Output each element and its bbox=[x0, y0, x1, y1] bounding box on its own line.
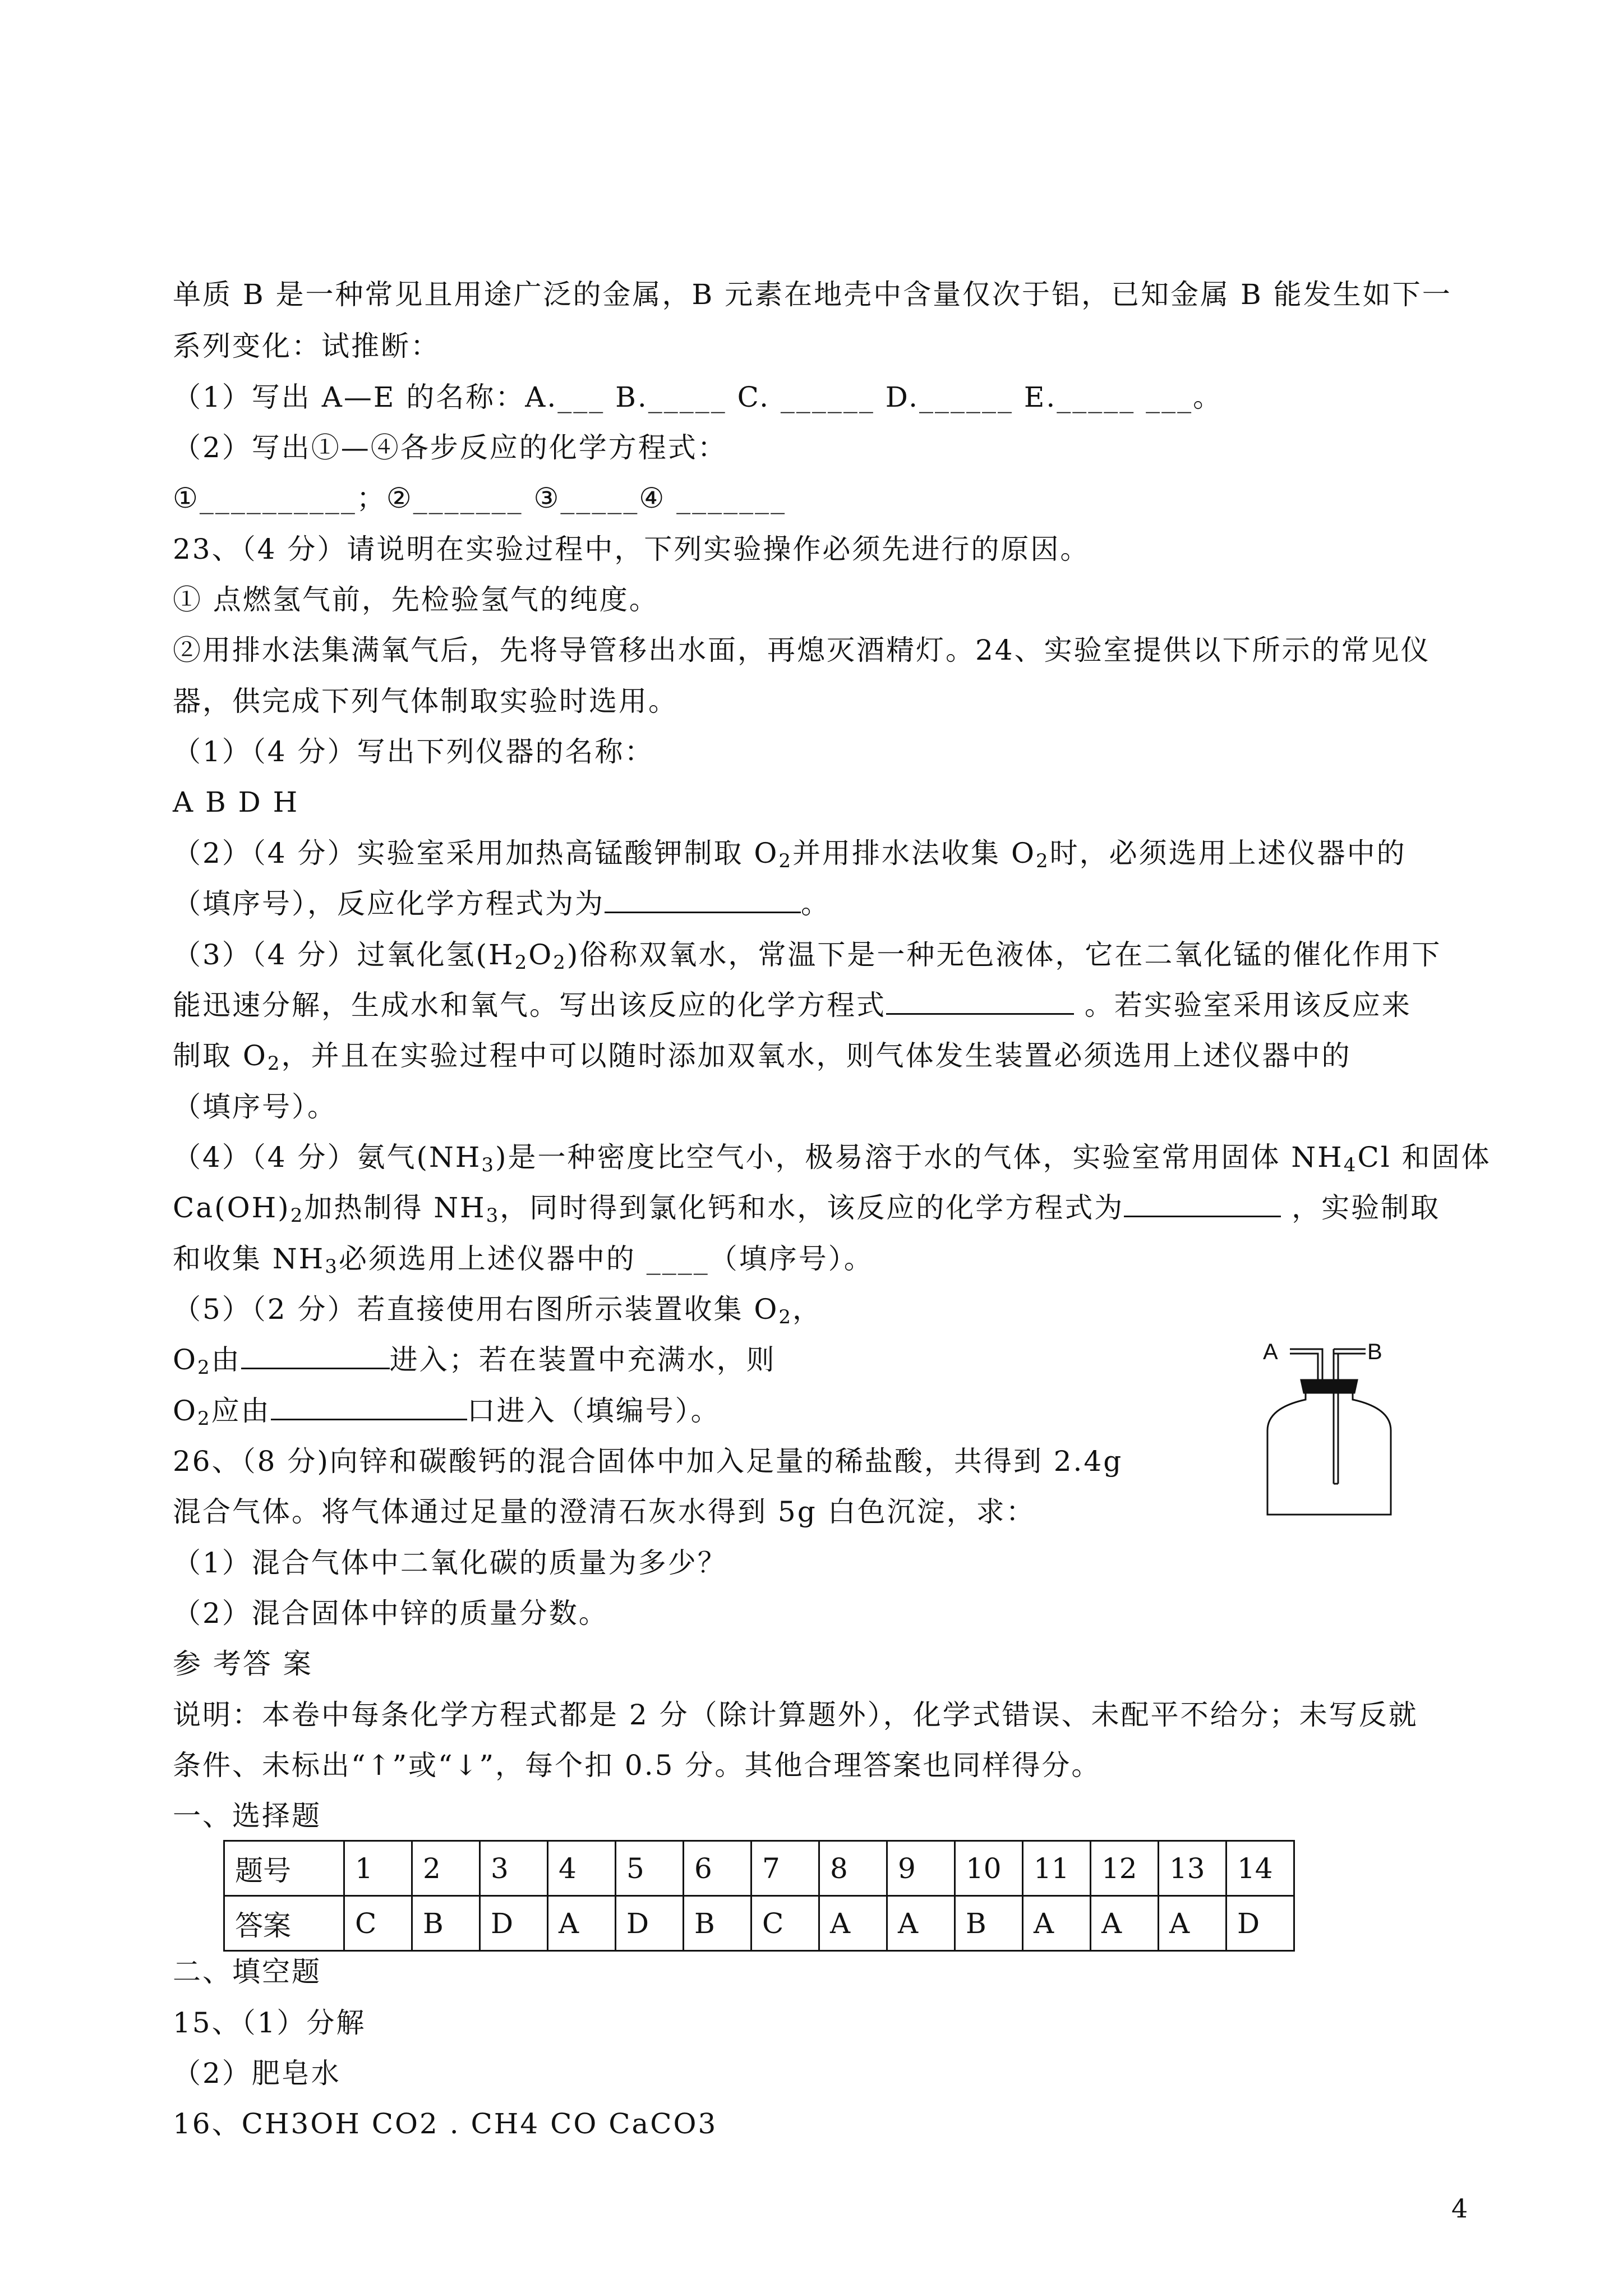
text-line: （5）（2 分）若直接使用右图所示装置收集 $O_2$， bbox=[173, 1293, 823, 1328]
text-line: 器，供完成下列气体制取实验时选用。 bbox=[173, 685, 678, 717]
instrument-labels: A B D H bbox=[173, 786, 299, 818]
answer-key-heading: 参 考答 案 bbox=[173, 1648, 313, 1680]
table-cell: D bbox=[480, 1896, 548, 1951]
table-row bbox=[224, 1896, 1294, 1951]
table-cell: A bbox=[1159, 1896, 1227, 1951]
answer-table bbox=[223, 1840, 1295, 1952]
text-line: 单质 B 是一种常见且用途广泛的金属，B 元素在地壳中含量仅次于铝，已知金属 B 能发生如下一 bbox=[173, 278, 1452, 311]
table-cell: 13 bbox=[1159, 1841, 1227, 1896]
section-heading: 一、选择题 bbox=[173, 1800, 321, 1832]
table-cell: 7 bbox=[751, 1841, 819, 1896]
text-line: 15、（1）分解 bbox=[173, 2007, 366, 2039]
table-cell: B bbox=[684, 1896, 751, 1951]
table-cell: 4 bbox=[548, 1841, 616, 1896]
table-cell: 11 bbox=[1023, 1841, 1091, 1896]
table-cell: 6 bbox=[684, 1841, 751, 1896]
table-cell: C bbox=[344, 1896, 412, 1951]
table-cell: A bbox=[819, 1896, 887, 1951]
table-row bbox=[224, 1841, 1294, 1896]
section-heading: 二、填空题 bbox=[173, 1955, 321, 1988]
text-line: 混合气体。将气体通过足量的澄清石灰水得到 5g 白色沉淀，求： bbox=[173, 1496, 1036, 1528]
answer-blank bbox=[605, 888, 801, 913]
table-cell: 1 bbox=[344, 1841, 412, 1896]
text-line: （2）（4 分）实验室采用加热高锰酸钾制取 $O_2$并用排水法收集 $O_2$时，必须选用上述仪器中的 bbox=[173, 837, 1407, 872]
table-cell: 答案 bbox=[224, 1896, 344, 1951]
table-cell: A bbox=[887, 1896, 955, 1951]
text-line: （3）（4 分）过氧化氢$(H_2O_2)$俗称双氧水，常温下是一种无色液体，它在二氧化锰的催化作用下 bbox=[173, 938, 1442, 974]
table-cell: 2 bbox=[412, 1841, 480, 1896]
text-line: 16、CH3OH CO2 . CH4 CO CaCO3 bbox=[173, 2108, 718, 2140]
question-26: 26、（8 分)向锌和碳酸钙的混合固体中加入足量的稀盐酸，共得到 2.4g bbox=[173, 1445, 1123, 1478]
answer-blank bbox=[241, 1344, 390, 1369]
text-line: 能迅速分解，生成水和氧气。写出该反应的化学方程式 。若实验室采用该反应来 bbox=[173, 989, 1412, 1022]
text-line: $Ca(OH)_2$加热制得 $NH_3$，同时得到氯化钙和水，该反应的化学方程式为 ，实验制取 bbox=[173, 1191, 1441, 1227]
text-line: 条件、未标出“↑”或“↓”，每个扣 0.5 分。其他合理答案也同样得分。 bbox=[173, 1749, 1101, 1782]
table-cell: B bbox=[955, 1896, 1023, 1951]
table-cell: 8 bbox=[819, 1841, 887, 1896]
table-cell: D bbox=[1227, 1896, 1294, 1951]
text-line: （1）写出 A—E 的名称：A.___ B._____ C. ______ D.______ E._____ ___。 bbox=[173, 381, 1223, 413]
text-line: 制取 $O_2$，并且在实验过程中可以随时添加双氧水，则气体发生装置必须选用上述仪器中的 bbox=[173, 1039, 1352, 1075]
table-cell: 5 bbox=[616, 1841, 684, 1896]
text-line: （1）混合气体中二氧化碳的质量为多少？ bbox=[173, 1547, 727, 1579]
question-23: 23、（4 分）请说明在实验过程中，下列实验操作必须先进行的原因。 bbox=[173, 533, 1090, 565]
text-line: $O_2$应由 口进入（填编号）。 bbox=[173, 1395, 721, 1430]
text-line: 说明：本卷中每条化学方程式都是 2 分（除计算题外），化学式错误、未配平不给分；未写反就 bbox=[173, 1699, 1418, 1731]
table-cell: 12 bbox=[1091, 1841, 1159, 1896]
label-b: B bbox=[1367, 1340, 1382, 1364]
table-cell: 3 bbox=[480, 1841, 548, 1896]
table-cell: A bbox=[1091, 1896, 1159, 1951]
text-line: （填序号）。 bbox=[173, 1091, 337, 1123]
table-cell: A bbox=[548, 1896, 616, 1951]
table-cell: 10 bbox=[955, 1841, 1023, 1896]
answer-blank bbox=[271, 1395, 467, 1420]
text-line: ① 点燃氢气前，先检验氢气的纯度。 bbox=[173, 583, 659, 616]
page-number: 4 bbox=[1451, 2193, 1468, 2224]
text-line: $O_2$由 进入；若在装置中充满水，则 bbox=[173, 1343, 776, 1379]
text-line: （2）写出①—④各步反应的化学方程式： bbox=[173, 431, 727, 464]
text-line: 和收集 $NH_3$必须选用上述仪器中的 ____（填序号）。 bbox=[173, 1243, 874, 1278]
table-cell: 9 bbox=[887, 1841, 955, 1896]
table-cell: 题号 bbox=[224, 1841, 344, 1896]
answer-blank bbox=[1124, 1192, 1281, 1217]
label-a: A bbox=[1263, 1340, 1278, 1364]
text-line: （2）肥皂水 bbox=[173, 2057, 341, 2090]
table-cell: B bbox=[412, 1896, 480, 1951]
text-line: ②用排水法集满氧气后，先将导管移出水面，再熄灭酒精灯。24、实验室提供以下所示的常见仪 bbox=[173, 634, 1431, 666]
text-line: （2）混合固体中锌的质量分数。 bbox=[173, 1597, 608, 1630]
table-cell: D bbox=[616, 1896, 684, 1951]
gas-bottle-diagram bbox=[1262, 1338, 1399, 1523]
text-line: ①__________；②_______ ③_____④ _______ bbox=[173, 482, 787, 514]
answer-blank bbox=[886, 990, 1074, 1015]
table-cell: C bbox=[751, 1896, 819, 1951]
table-cell: A bbox=[1023, 1896, 1091, 1951]
text-line: 系列变化：试推断： bbox=[173, 330, 440, 362]
table-cell: 14 bbox=[1227, 1841, 1294, 1896]
text-line: （4）（4 分）氨气$(NH_3)$是一种密度比空气小，极易溶于水的气体，实验室常用固体 $NH_4Cl$ 和固体 bbox=[173, 1141, 1491, 1176]
text-line: （填序号），反应化学方程式为为 。 bbox=[173, 887, 831, 920]
text-line: （1）（4 分）写出下列仪器的名称： bbox=[173, 735, 654, 768]
